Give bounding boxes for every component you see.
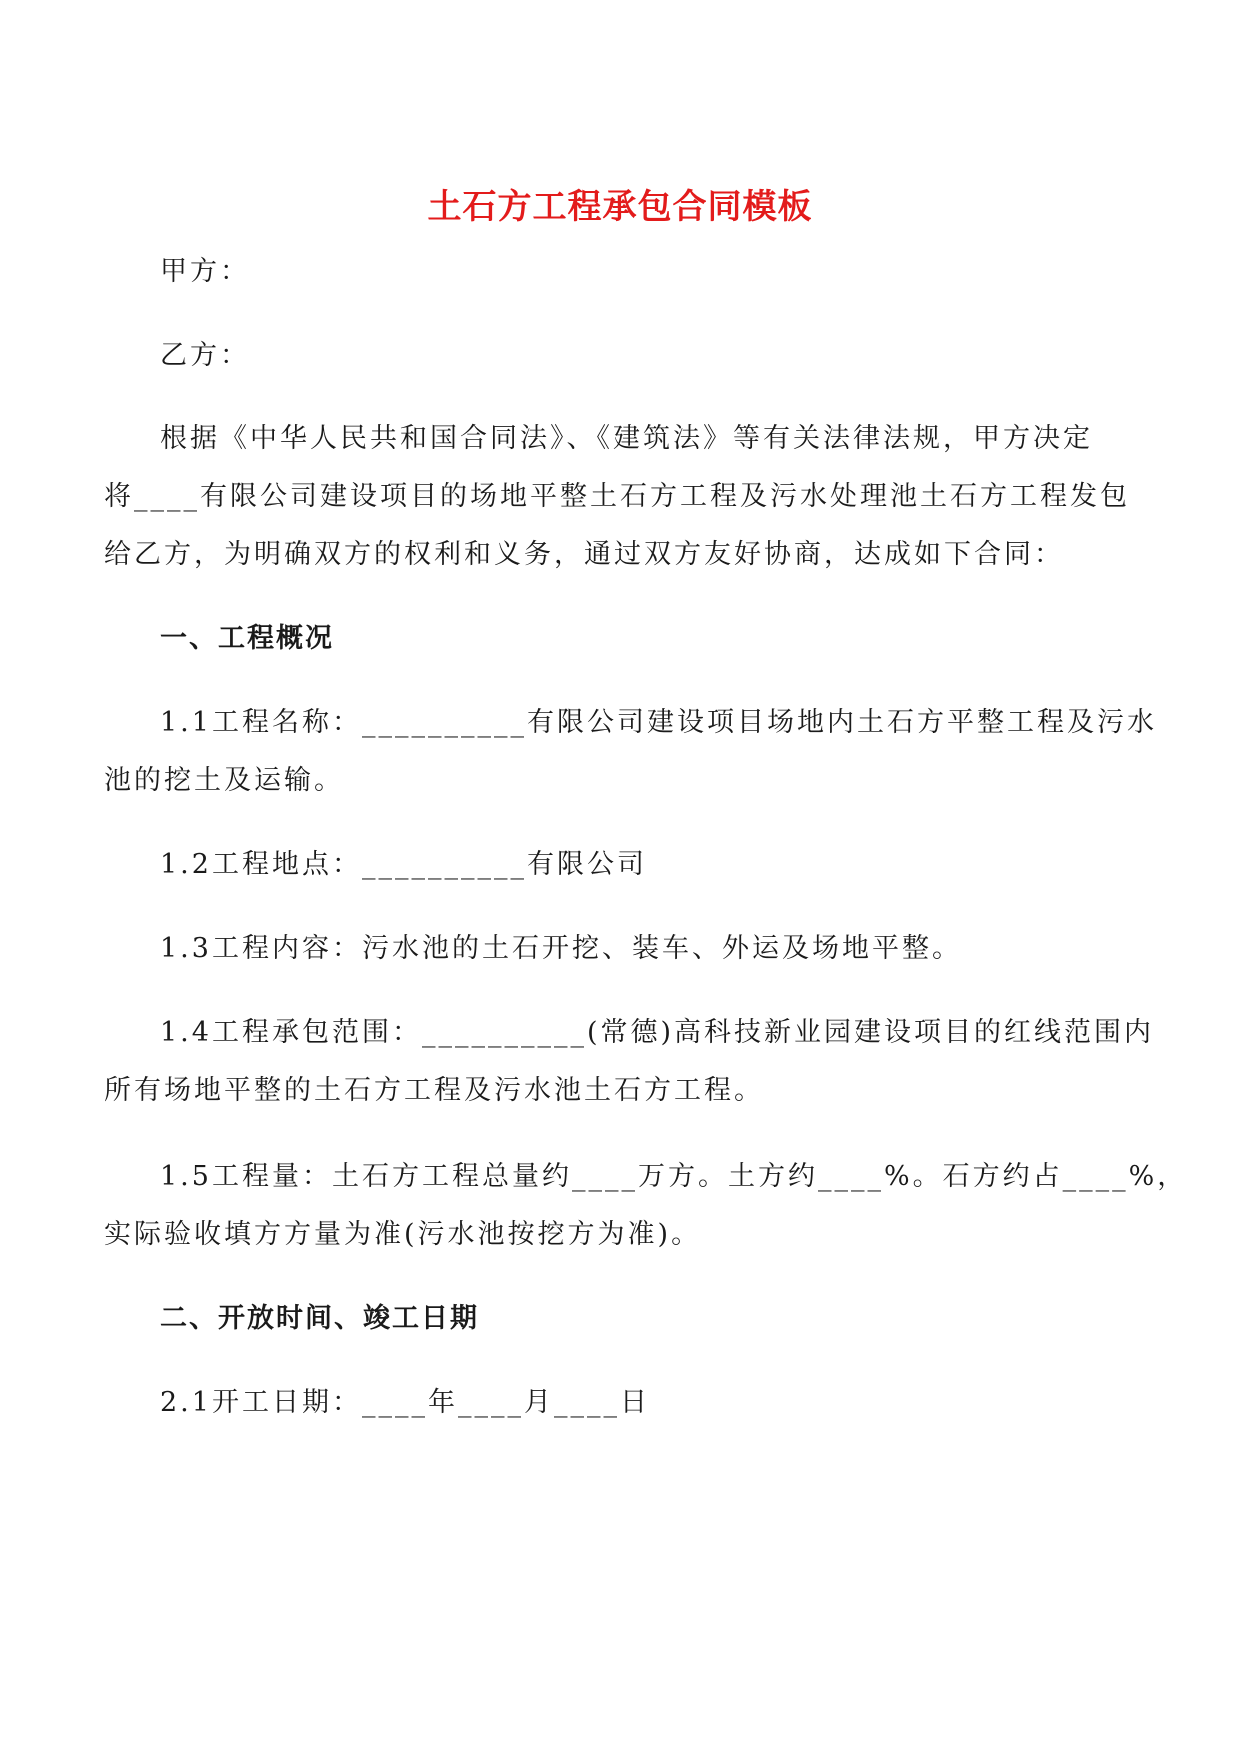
document-title: 土石方工程承包合同模板 bbox=[427, 187, 813, 227]
item-1-4-line-2: 所有场地平整的土石方工程及污水池土石方工程。 bbox=[104, 1075, 764, 1106]
section-2-heading: 二、开放时间、竣工日期 bbox=[160, 1303, 479, 1334]
party-b-label: 乙方： bbox=[160, 340, 250, 371]
item-1-1-line-1: 1.1工程名称：__________有限公司建设项目场地内土石方平整工程及污水 bbox=[160, 707, 1157, 738]
item-1-5-line-1: 1.5工程量：土石方工程总量约____万方。土方约____%。石方约占____%， bbox=[160, 1161, 1188, 1192]
item-1-3: 1.3工程内容：污水池的土石开挖、装车、外运及场地平整。 bbox=[160, 933, 962, 964]
party-a-label: 甲方： bbox=[160, 256, 250, 287]
intro-line-2: 将____有限公司建设项目的场地平整土石方工程及污水处理池土石方工程发包 bbox=[104, 481, 1130, 512]
item-1-4-line-1: 1.4工程承包范围：__________(常德)高科技新业园建设项目的红线范围内 bbox=[160, 1017, 1155, 1048]
section-1-heading: 一、工程概况 bbox=[160, 623, 334, 654]
intro-line-1: 根据《中华人民共和国合同法》、《建筑法》等有关法律法规，甲方决定 bbox=[160, 423, 1093, 454]
item-1-5-line-2: 实际验收填方方量为准(污水池按挖方为准)。 bbox=[104, 1219, 702, 1250]
item-1-2: 1.2工程地点：__________有限公司 bbox=[160, 849, 647, 880]
item-2-1: 2.1开工日期：____年____月____日 bbox=[160, 1387, 650, 1418]
intro-line-3: 给乙方，为明确双方的权利和义务，通过双方友好协商，达成如下合同： bbox=[104, 539, 1064, 570]
item-1-1-line-2: 池的挖土及运输。 bbox=[104, 765, 344, 796]
